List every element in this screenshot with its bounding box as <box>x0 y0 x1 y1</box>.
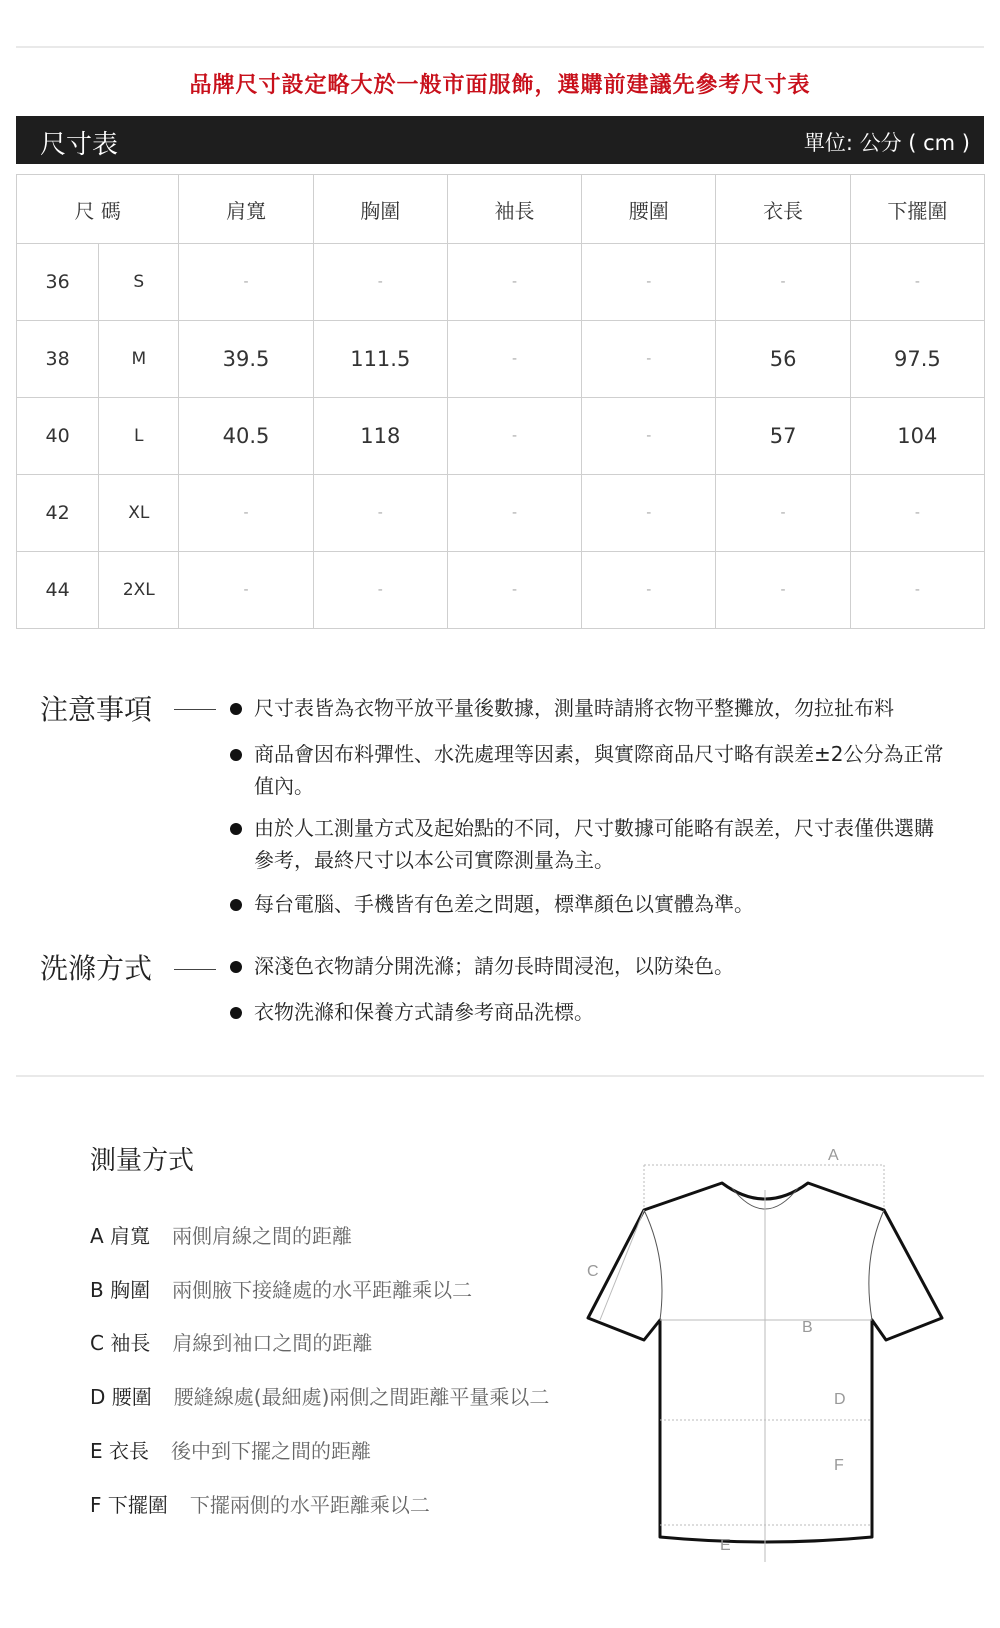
diagram-label-f: F <box>834 1457 844 1474</box>
measure-key: C 袖長 <box>90 1331 151 1355</box>
header-sleeve: 袖長 <box>447 175 581 244</box>
size-number: 44 <box>17 552 99 629</box>
size-chart-title: 尺寸表 <box>40 130 119 160</box>
cell-chest: 118 <box>313 398 447 475</box>
diagram-label-d: D <box>834 1391 846 1408</box>
bullet-icon <box>230 700 238 714</box>
washing-item: 深淺色衣物請分開洗滌；請勿長時間浸泡，以防染色。 <box>254 954 734 978</box>
cell-sleeve: - <box>447 552 581 629</box>
cell-waist: - <box>582 552 716 629</box>
diagram-label-a: A <box>828 1147 839 1164</box>
measure-item <box>90 1381 549 1410</box>
tshirt-diagram <box>580 1130 950 1580</box>
size-letter: S <box>99 244 179 321</box>
cell-chest: - <box>313 244 447 321</box>
size-number: 40 <box>17 398 99 475</box>
cell-length: - <box>716 244 850 321</box>
table-row <box>17 398 985 475</box>
bullet-icon <box>230 1004 238 1018</box>
cell-hem: - <box>850 475 984 552</box>
cell-shoulder: 39.5 <box>179 321 313 398</box>
cell-waist: - <box>582 475 716 552</box>
cell-waist: - <box>582 244 716 321</box>
measure-key: E 衣長 <box>90 1439 149 1463</box>
header-shoulder: 肩寬 <box>179 175 313 244</box>
size-number: 38 <box>17 321 99 398</box>
note-item: 每台電腦、手機皆有色差之問題，標準顏色以實體為準。 <box>254 892 754 916</box>
cell-hem: - <box>850 552 984 629</box>
cell-length: 57 <box>716 398 850 475</box>
table-header-row <box>17 175 985 244</box>
bullet-icon <box>230 746 238 760</box>
note-item: 由於人工測量方式及起始點的不同，尺寸數據可能略有誤差，尺寸表僅供選購參考，最終尺寸以本公司實際測量為主。 <box>254 816 934 872</box>
note-item: 商品會因布料彈性、水洗處理等因素，與實際商品尺寸略有誤差±2公分為正常值內。 <box>254 742 944 798</box>
size-letter: 2XL <box>99 552 179 629</box>
size-table <box>16 174 985 629</box>
cell-length: - <box>716 552 850 629</box>
measure-item <box>90 1274 472 1303</box>
cell-chest: - <box>313 552 447 629</box>
size-letter: M <box>99 321 179 398</box>
measure-desc: 下擺兩側的水平距離乘以二 <box>189 1493 430 1517</box>
cell-sleeve: - <box>447 475 581 552</box>
unit-label: 單位: 公分 ( cm ) <box>803 131 970 155</box>
cell-hem: - <box>850 244 984 321</box>
header-chest: 胸圍 <box>313 175 447 244</box>
cell-chest: 111.5 <box>313 321 447 398</box>
diagram-label-b: B <box>802 1319 813 1336</box>
bullet-icon <box>230 958 238 972</box>
washing-title-rule <box>174 969 216 970</box>
table-row <box>17 321 985 398</box>
measure-key: D 腰圍 <box>90 1385 152 1409</box>
table-row <box>17 475 985 552</box>
measure-desc: 兩側腋下接縫處的水平距離乘以二 <box>172 1278 473 1302</box>
measure-item <box>90 1220 352 1249</box>
bullet-icon <box>230 896 238 910</box>
cell-sleeve: - <box>447 321 581 398</box>
cell-shoulder: - <box>179 552 313 629</box>
notes-title: 注意事項 <box>40 693 153 726</box>
measure-desc: 腰縫線處(最細處)兩側之間距離平量乘以二 <box>173 1385 550 1409</box>
top-divider <box>16 46 984 48</box>
diagram-label-e: E <box>720 1537 731 1554</box>
diagram-label-c: C <box>587 1263 599 1280</box>
table-row <box>17 244 985 321</box>
measure-desc: 肩線到袖口之間的距離 <box>172 1331 373 1355</box>
measure-title: 測量方式 <box>90 1146 195 1176</box>
notes-title-rule <box>174 709 216 710</box>
size-number: 42 <box>17 475 99 552</box>
cell-sleeve: - <box>447 398 581 475</box>
size-chart-titlebar <box>16 116 984 164</box>
header-waist: 腰圍 <box>582 175 716 244</box>
cell-shoulder: - <box>179 475 313 552</box>
measure-desc: 兩側肩線之間的距離 <box>172 1224 353 1248</box>
cell-sleeve: - <box>447 244 581 321</box>
header-hem: 下擺圍 <box>850 175 984 244</box>
cell-shoulder: - <box>179 244 313 321</box>
size-letter: L <box>99 398 179 475</box>
header-length: 衣長 <box>716 175 850 244</box>
measure-key: A 肩寬 <box>90 1224 151 1248</box>
size-letter: XL <box>99 475 179 552</box>
measure-item <box>90 1489 430 1518</box>
cell-waist: - <box>582 398 716 475</box>
cell-length: 56 <box>716 321 850 398</box>
measure-item <box>90 1435 371 1464</box>
cell-hem: 104 <box>850 398 984 475</box>
washing-title: 洗滌方式 <box>40 952 153 985</box>
measure-desc: 後中到下擺之間的距離 <box>171 1439 371 1463</box>
bullet-icon <box>230 820 238 834</box>
cell-shoulder: 40.5 <box>179 398 313 475</box>
table-row <box>17 552 985 629</box>
header-size: 尺 碼 <box>17 175 179 244</box>
washing-item: 衣物洗滌和保養方式請參考商品洗標。 <box>254 1000 594 1024</box>
measure-key: F 下擺圍 <box>90 1493 168 1517</box>
cell-length: - <box>716 475 850 552</box>
cell-hem: 97.5 <box>850 321 984 398</box>
cell-waist: - <box>582 321 716 398</box>
size-number: 36 <box>17 244 99 321</box>
measure-item <box>90 1327 372 1356</box>
cell-chest: - <box>313 475 447 552</box>
size-notice: 品牌尺寸設定略大於一般市面服飾，選購前建議先參考尺寸表 <box>189 73 811 98</box>
measure-key: B 胸圍 <box>90 1278 151 1302</box>
section-divider <box>16 1075 984 1077</box>
note-item: 尺寸表皆為衣物平放平量後數據，測量時請將衣物平整攤放，勿拉扯布料 <box>254 696 894 720</box>
